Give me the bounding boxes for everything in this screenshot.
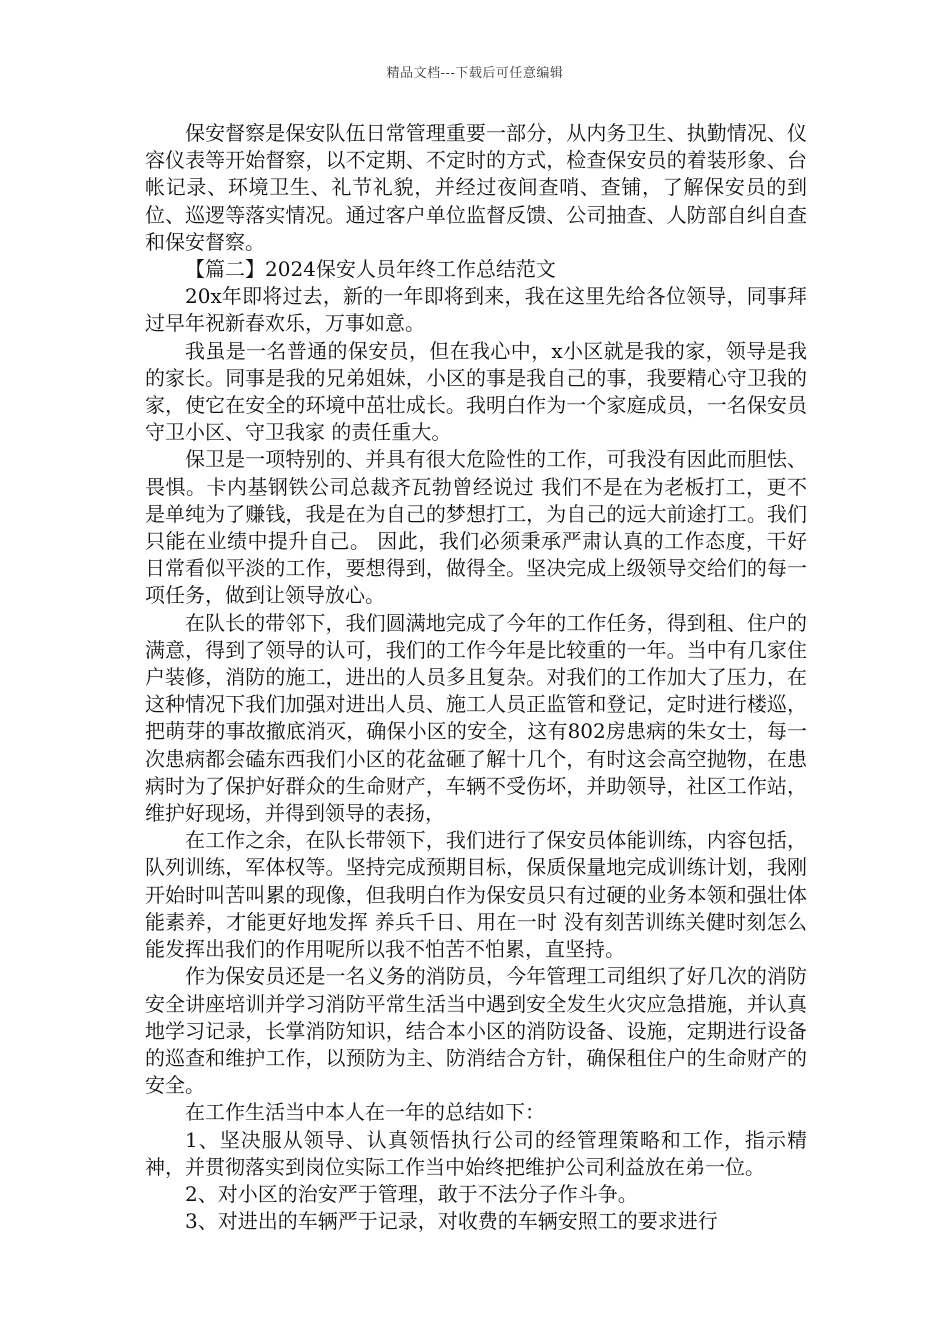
document-body <box>145 120 807 1235</box>
paragraph-security-work: 保卫是一项特别的、并具有很大危险性的工作，可我没有因此而胆怯、畏惧。卡内基钢铁公司总裁齐瓦勃曾经说过 我们不是在为老板打工，更不是单纯为了赚钱，我是在为自己的梦想打工，为自己的远大前途打工。我们只能在业绩中提升自己。 因此，我们必须秉承严肃认真的工作态度，干好日常看似平淡的工作，要想得到，做得全。坚决完成上级领导交给们的每一项任务，做到让领导放心。 <box>145 447 807 608</box>
page-header: 精品文档---下载后可任意编辑 <box>386 66 564 81</box>
list-item-1: 1、坚决服从领导、认真领悟执行公司的经管理策略和工作，指示精神，并贯彻落实到岗位实际工作当中始终把维护公司利益放在弟一位。 <box>145 1127 807 1179</box>
list-item-2: 2、对小区的治安严于管理，敢于不法分子作斗争。 <box>185 1181 638 1206</box>
section-heading: 【篇二】2024保安人员年终工作总结范文 <box>185 257 556 282</box>
paragraph-fire-safety: 作为保安员还是一名义务的消防员，今年管理工司组织了好几次的消防安全讲座培训并学习消防平常生活当中遇到安全发生火灾应急措施，并认真地学习记录，长掌消防知识，结合本小区的消防设备、设施，定期进行设备的巡查和维护工作，以预防为主、防消结合方针，确保租住户的生命财产的安全。 <box>145 964 807 1098</box>
paragraph-greeting: 20x年即将过去，新的一年即将到来，我在这里先给各位领导，同事拜过早年祝新春欢乐，万事如意。 <box>145 284 807 336</box>
paragraph-achievements: 在队长的带邻下，我们圆满地完成了今年的工作任务，得到租、住户的满意，得到了领导的认可，我们的工作今年是比较重的一年。当中有几家住户装修，消防的施工，进出的人员多且复杂。对我们的工作加大了压力，在这种情况下我们加强对进出人员、施工人员正监管和登记，定时进行楼巡，把萌芽的事故撤底消灭，确保小区的安全，这有802房患病的朱女士，每一次患病都会磕东西我们小区的花盆砸了解十几个，有时这会高空抛物，在患病时为了保护好群众的生命财产，车辆不受伤坏，并助领导，社区工作站，维护好现场，并得到领导的表扬， <box>145 610 807 826</box>
paragraph-summary-intro: 在工作生活当中本人在一年的总结如下： <box>185 1100 545 1125</box>
paragraph-home: 我虽是一名普通的保安员，但在我心中，x小区就是我的家，领导是我的家长。同事是我的兄弟姐妹，小区的事是我自己的事，我要精心守卫我的家，使它在安全的环境中茁壮成长。我明白作为一个家庭成员，一名保安员 守卫小区、守卫我家 的责任重大。 <box>145 338 807 445</box>
list-item-3: 3、对进出的车辆严于记录，对收费的车辆安照工的要求进行 <box>185 1209 718 1234</box>
paragraph-training: 在工作之余，在队长带领下，我们进行了保安员体能训练，内容包括，队列训练，军体权等。坚持完成预期目标，保质保量地完成训练计划，我刚开始时叫苦叫累的现像，但我明白作为保安员只有过硬的业务本领和强壮体能素养，才能更好地发挥 养兵千日、用在一时 没有刻苦训练关健时刻怎么能发挥出我们的作用呢所以我不怕苦不怕累，直坚持。 <box>145 828 807 962</box>
paragraph-supervision: 保安督察是保安队伍日常管理重要一部分，从内务卫生、执勤情况、仪容仪表等开始督察，以不定期、不定时的方式，检查保安员的着装形象、台帐记录、环境卫生、礼节礼貌，并经过夜间查哨、查铺，了解保安员的到位、巡逻等落实情况。通过客户单位监督反馈、公司抽查、人防部自纠自查和保安督察。 <box>145 121 807 254</box>
